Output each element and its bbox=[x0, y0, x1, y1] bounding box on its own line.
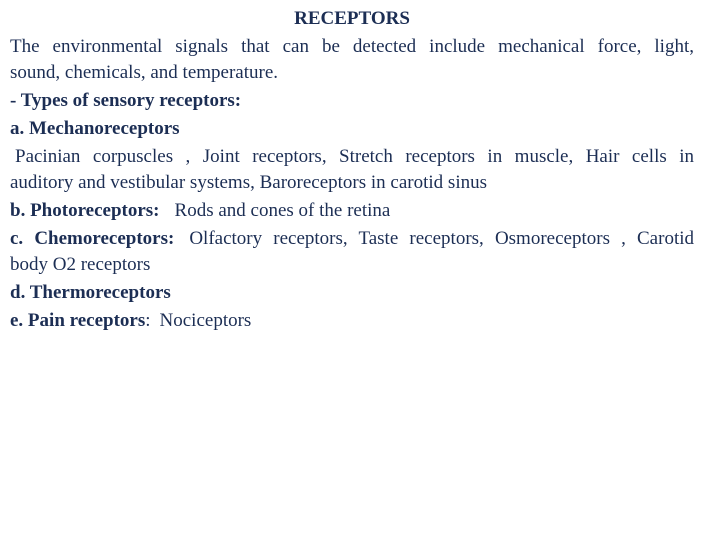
intro-line-2 bbox=[10, 60, 694, 86]
item-b-label: b. Photoreceptors: bbox=[10, 200, 160, 221]
item-a-mechanoreceptors bbox=[10, 116, 694, 142]
mechano-detail-line-2 bbox=[10, 170, 694, 196]
item-e-label: e. Pain receptors bbox=[10, 310, 146, 331]
intro-line-1 bbox=[10, 34, 694, 60]
mechano-detail-line-2-text: auditory and vestibular systems, Baroreceptors in carotid sinus bbox=[10, 172, 488, 193]
item-e-text: Nociceptors bbox=[159, 310, 252, 331]
mechano-detail-line-1-text: Pacinian corpuscles , Joint receptors, Stretch receptors in muscle, Hair cells in bbox=[15, 146, 694, 167]
types-heading-text: - Types of sensory receptors: bbox=[10, 90, 242, 111]
item-e-pain-receptors bbox=[10, 308, 694, 334]
item-c-chemoreceptors-line-2 bbox=[10, 252, 694, 278]
item-b-text: Rods and cones of the retina bbox=[174, 200, 391, 221]
item-c-label: c. Chemoreceptors: bbox=[10, 228, 175, 249]
types-heading bbox=[10, 88, 694, 114]
item-b-photoreceptors bbox=[10, 198, 694, 224]
intro-line-1-text: The environmental signals that can be detected include mechanical force, light, bbox=[10, 36, 694, 57]
mechano-detail-line-1 bbox=[10, 144, 694, 170]
item-d-thermoreceptors bbox=[10, 280, 694, 306]
slide-title: RECEPTORS bbox=[294, 8, 410, 29]
intro-line-2-text: sound, chemicals, and temperature. bbox=[10, 62, 279, 83]
item-a-label: a. Mechanoreceptors bbox=[10, 118, 180, 139]
item-c-text: Olfactory receptors, Taste receptors, Osmoreceptors , Carotid bbox=[189, 228, 695, 249]
item-c-chemoreceptors-line-1 bbox=[10, 226, 694, 252]
item-d-label: d. Thermoreceptors bbox=[10, 282, 171, 303]
item-c-text-continued: body O2 receptors bbox=[10, 254, 151, 275]
item-e-colon: : bbox=[145, 310, 151, 331]
